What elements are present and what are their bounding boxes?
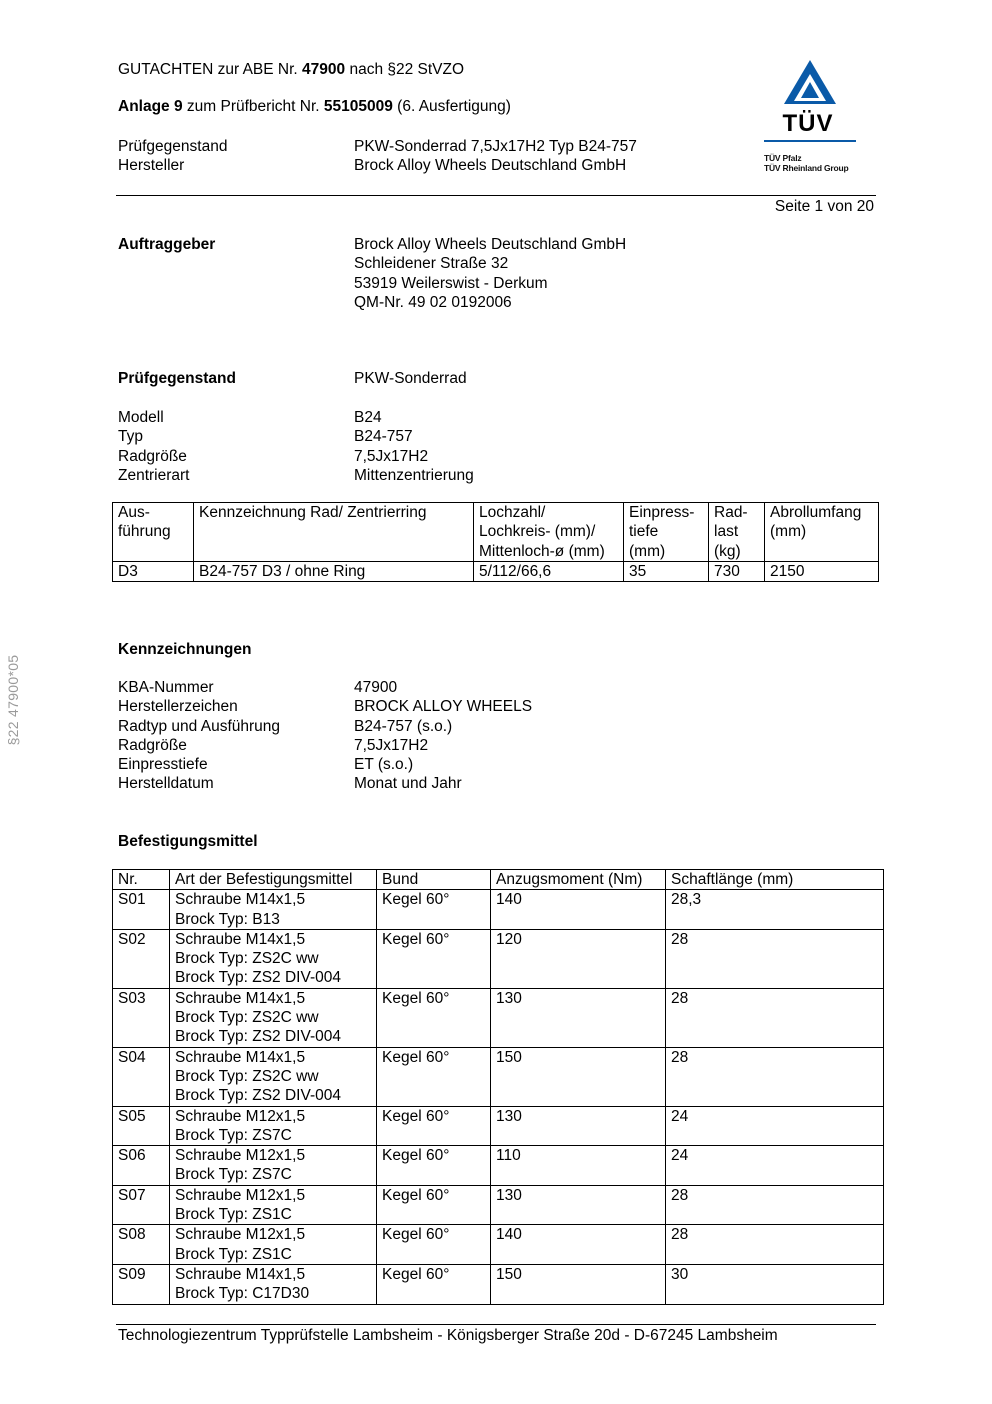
footer-divider (116, 1324, 876, 1325)
befestigung-cell: Schraube M12x1,5 Brock Typ: ZS7C (170, 1146, 377, 1186)
detail-value: B24 (354, 409, 382, 426)
befestigung-cell: S03 (113, 988, 170, 1047)
pruefgegenstand-value: PKW-Sonderrad (354, 370, 467, 387)
befestigung-cell: 30 (666, 1264, 884, 1304)
befestigung-cell: 120 (491, 929, 666, 988)
befestigung-cell: 130 (491, 988, 666, 1047)
befestigung-header-cell: Art der Befestigungsmittel (170, 870, 377, 890)
wheel-table-cell: 5/112/66,6 (474, 561, 624, 581)
befestigung-row (113, 1047, 884, 1106)
kennzeichnung-key: Herstelldatum (118, 775, 214, 793)
kennzeichnung-row (118, 678, 532, 697)
befestigung-cell: 28 (666, 1185, 884, 1225)
befestigung-cell: 28 (666, 988, 884, 1047)
wheel-table-header-cell: Rad- last (kg) (709, 503, 765, 562)
detail-row (118, 447, 474, 466)
detail-value: B24-757 (354, 428, 413, 446)
kennzeichnung-value: BROCK ALLOY WHEELS (354, 698, 533, 716)
header-title-prefix: GUTACHTEN zur ABE Nr. (118, 61, 298, 78)
detail-row (118, 466, 474, 485)
befestigung-cell: S01 (113, 890, 170, 930)
befestigung-cell: Kegel 60° (377, 890, 491, 930)
befestigung-cell: S07 (113, 1185, 170, 1225)
befestigung-cell: Schraube M12x1,5 Brock Typ: ZS1C (170, 1225, 377, 1265)
befestigung-cell: 140 (491, 890, 666, 930)
befestigung-cell: 28 (666, 1047, 884, 1106)
tuv-logo-bar (764, 140, 856, 142)
tuv-logo-sub1: TÜV Pfalz (764, 153, 802, 164)
befestigung-row (113, 1106, 884, 1146)
pruefgegenstand-details (118, 408, 474, 485)
auftraggeber-line: QM-Nr. 49 02 0192006 (354, 293, 512, 311)
befestigung-cell: S06 (113, 1146, 170, 1186)
befestigung-cell: Kegel 60° (377, 1185, 491, 1225)
kennzeichnung-key: Herstellerzeichen (118, 698, 238, 716)
kennzeichnung-value: 7,5Jx17H2 (354, 736, 429, 754)
befestigung-table (112, 869, 884, 1305)
tuv-logo-sub2: TÜV Rheinland Group (764, 162, 849, 173)
detail-value: Mittenzentrierung (354, 466, 474, 484)
befestigung-row (113, 1225, 884, 1265)
detail-key: Zentrierart (118, 466, 190, 484)
tuv-logo (760, 58, 860, 173)
wheel-table-cell: 2150 (765, 561, 879, 581)
detail-key: Modell (118, 409, 164, 426)
header-hersteller-label: Hersteller (118, 157, 185, 174)
auftraggeber-label: Auftraggeber (118, 236, 216, 253)
auftraggeber-address (354, 235, 626, 312)
abe-number: 47900 (302, 61, 346, 78)
befestigung-row (113, 988, 884, 1047)
befestigung-cell: S09 (113, 1264, 170, 1304)
befestigung-cell: 24 (666, 1146, 884, 1186)
befestigung-header-row (113, 870, 884, 890)
befestigung-cell: 28 (666, 929, 884, 988)
wheel-table-row (113, 561, 879, 581)
wheel-table-header-cell: Einpress- tiefe (mm) (624, 503, 709, 562)
befestigung-cell: Schraube M12x1,5 Brock Typ: ZS1C (170, 1185, 377, 1225)
befestigung-cell: S04 (113, 1047, 170, 1106)
detail-value: 7,5Jx17H2 (354, 447, 429, 465)
kennzeichnung-value: Monat und Jahr (354, 775, 462, 793)
befestigung-cell: 150 (491, 1047, 666, 1106)
befestigung-cell: Kegel 60° (377, 1225, 491, 1265)
befestigung-header-cell: Schaftlänge (mm) (666, 870, 884, 890)
befestigung-title: Befestigungsmittel (118, 833, 258, 850)
edition-label: (6. Ausfertigung) (397, 98, 511, 115)
auftraggeber-line: 53919 Weilerswist - Derkum (354, 274, 548, 292)
header-line-1 (118, 60, 464, 79)
befestigung-row (113, 1264, 884, 1304)
befestigung-cell: Kegel 60° (377, 1146, 491, 1186)
tuv-logo-text: TÜV (782, 110, 834, 138)
kennzeichnungen-list (118, 678, 532, 794)
befestigung-cell: 130 (491, 1106, 666, 1146)
footer-text: Technologiezentrum Typprüfstelle Lambsheim - Königsberger Straße 20d - D-67245 Lambsheim (118, 1327, 778, 1344)
kennzeichnungen-title: Kennzeichnungen (118, 641, 252, 658)
wheel-table-header-cell: Aus- führung (113, 503, 194, 562)
befestigung-cell: S05 (113, 1106, 170, 1146)
befestigung-cell: 130 (491, 1185, 666, 1225)
befestigung-cell: Kegel 60° (377, 1106, 491, 1146)
kennzeichnung-row (118, 697, 532, 716)
befestigung-cell: 150 (491, 1264, 666, 1304)
befestigung-row (113, 1146, 884, 1186)
befestigung-cell: 140 (491, 1225, 666, 1265)
auftraggeber-line: Brock Alloy Wheels Deutschland GmbH (354, 236, 627, 253)
wheel-table-header-cell: Abrollumfang (mm) (765, 503, 879, 562)
header-pruef-label: Prüfgegenstand (118, 138, 228, 155)
befestigung-cell: 24 (666, 1106, 884, 1146)
kennzeichnung-key: KBA-Nummer (118, 679, 214, 696)
pruefgegenstand-label: Prüfgegenstand (118, 370, 236, 387)
befestigung-cell: 28 (666, 1225, 884, 1265)
auftraggeber-line: Schleidener Straße 32 (354, 255, 509, 273)
befestigung-header-cell: Bund (377, 870, 491, 890)
wheel-table (112, 502, 879, 582)
anlage-label: Anlage 9 (118, 98, 183, 115)
tuv-logo-subtitle (764, 154, 860, 173)
befestigung-cell: 28,3 (666, 890, 884, 930)
header-line-2 (118, 97, 511, 116)
kennzeichnung-row (118, 736, 532, 755)
befestigung-row (113, 890, 884, 930)
wheel-table-header-row (113, 503, 879, 562)
befestigung-cell: Kegel 60° (377, 929, 491, 988)
wheel-table-cell: 730 (709, 561, 765, 581)
befestigung-cell: Schraube M12x1,5 Brock Typ: ZS7C (170, 1106, 377, 1146)
befestigung-cell: Schraube M14x1,5 Brock Typ: ZS2C ww Brock Typ: ZS2 DIV-004 (170, 1047, 377, 1106)
befestigung-cell: Kegel 60° (377, 1047, 491, 1106)
befestigung-cell: Kegel 60° (377, 1264, 491, 1304)
report-label: zum Prüfbericht Nr. (186, 98, 320, 115)
wheel-table-header-cell: Lochzahl/ Lochkreis- (mm)/ Mittenloch-ø (mm) (474, 503, 624, 562)
wheel-table-header-cell: Kennzeichnung Rad/ Zentrierring (194, 503, 474, 562)
kennzeichnung-key: Radtyp und Ausführung (118, 717, 281, 735)
header-hersteller-value: Brock Alloy Wheels Deutschland GmbH (354, 157, 627, 174)
befestigung-cell: Schraube M14x1,5 Brock Typ: B13 (170, 890, 377, 930)
detail-row (118, 408, 474, 427)
kennzeichnung-row (118, 755, 532, 774)
kennzeichnung-row (118, 717, 532, 736)
befestigung-cell: S08 (113, 1225, 170, 1265)
wheel-table-cell: 35 (624, 561, 709, 581)
wheel-table-cell: D3 (113, 561, 194, 581)
kennzeichnung-value: ET (s.o.) (354, 756, 414, 774)
befestigung-row (113, 929, 884, 988)
kennzeichnung-row (118, 774, 532, 793)
befestigung-cell: Schraube M14x1,5 Brock Typ: ZS2C ww Brock Typ: ZS2 DIV-004 (170, 988, 377, 1047)
kennzeichnung-value: 47900 (354, 679, 398, 696)
befestigung-cell: 110 (491, 1146, 666, 1186)
header-pruef-value: PKW-Sonderrad 7,5Jx17H2 Typ B24-757 (354, 138, 637, 155)
header-divider (116, 195, 876, 196)
befestigung-header-cell: Nr. (113, 870, 170, 890)
wheel-table-cell: B24-757 D3 / ohne Ring (194, 561, 474, 581)
kennzeichnung-key: Radgröße (118, 736, 187, 754)
befestigung-cell: Schraube M14x1,5 Brock Typ: C17D30 (170, 1264, 377, 1304)
detail-key: Typ (118, 428, 143, 446)
befestigung-table-body (113, 890, 884, 1304)
befestigung-header-cell: Anzugsmoment (Nm) (491, 870, 666, 890)
befestigung-cell: Kegel 60° (377, 988, 491, 1047)
side-stamp-text: §22 47900*05 (5, 654, 21, 746)
detail-row (118, 427, 474, 446)
befestigung-cell: S02 (113, 929, 170, 988)
befestigung-cell: Schraube M14x1,5 Brock Typ: ZS2C ww Brock Typ: ZS2 DIV-004 (170, 929, 377, 988)
header-title-suffix: nach §22 StVZO (349, 61, 465, 78)
detail-key: Radgröße (118, 447, 187, 465)
page-number: Seite 1 von 20 (774, 198, 874, 215)
report-number: 55105009 (323, 98, 393, 115)
befestigung-row (113, 1185, 884, 1225)
kennzeichnung-key: Einpresstiefe (118, 756, 208, 774)
kennzeichnung-value: B24-757 (s.o.) (354, 717, 453, 735)
tuv-triangle-icon (760, 58, 860, 106)
